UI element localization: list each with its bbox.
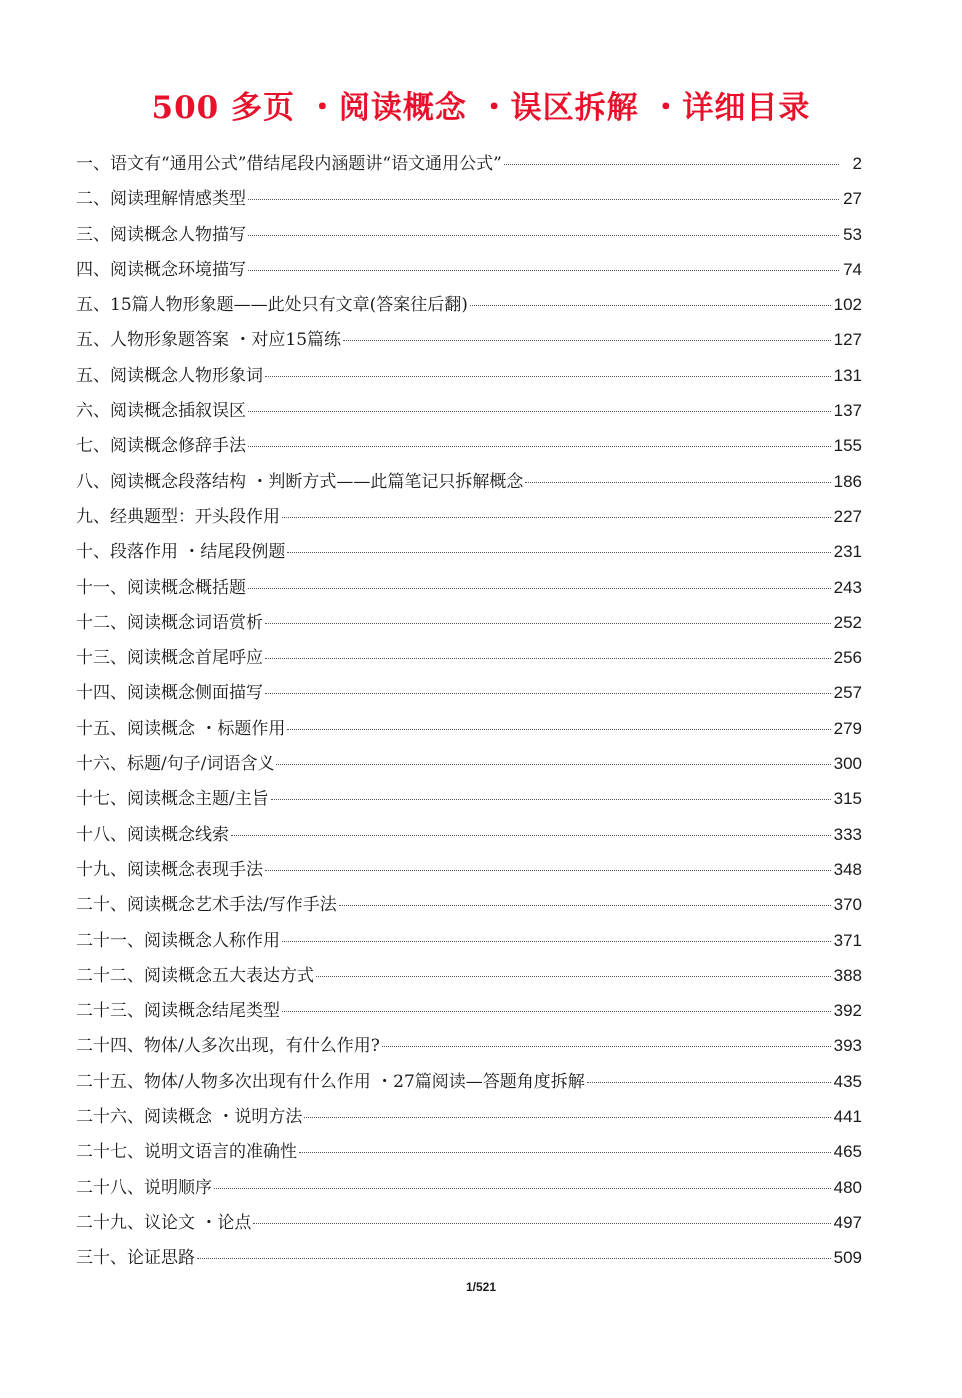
toc-entry[interactable] [76,217,862,252]
toc-entry-page-number: 53 [843,224,862,244]
toc-dot-leader [587,1082,831,1083]
toc-entry-page-number: 279 [833,718,862,738]
toc-entry-page-number: 497 [833,1212,862,1232]
toc-entry-page-number: 252 [833,612,862,632]
toc-entry-label: 八、阅读概念段落结构 ・判断方式——此篇笔记只拆解概念 [76,471,524,492]
toc-entry-label: 十一、阅读概念概括题 [76,577,246,598]
toc-entry-label: 五、15篇人物形象题——此处只有文章(答案往后翻) [76,295,468,316]
toc-entry-page-number: 333 [833,824,862,844]
toc-entry-page-number: 2 [852,154,862,173]
toc-entry-label: 九、经典题型：开头段作用 [76,506,280,527]
toc-entry-page-number: 509 [833,1248,862,1268]
toc-dot-leader [504,164,839,165]
toc-entry-label: 二、阅读理解情感类型 [76,189,246,210]
toc-entry-label: 十九、阅读概念表现手法 [76,859,263,880]
toc-entry[interactable] [76,1170,862,1205]
toc-entry-label: 五、人物形象题答案 ・对应15篇练 [76,330,342,351]
toc-dot-leader [282,517,831,518]
toc-entry-label: 十七、阅读概念主题/主旨 [76,789,269,810]
toc-entry-label: 二十七、说明文语言的准确性 [76,1142,297,1163]
toc-entry-label: 十六、标题/句子/词语含义 [76,754,275,775]
toc-dot-leader [276,764,830,765]
toc-entry-label: 一、语文有“通用公式”借结尾段内涵题讲“语文通用公式” [76,154,502,174]
toc-entry-label: 二十三、阅读概念结尾类型 [76,1001,280,1022]
toc-entry[interactable] [76,1134,862,1169]
toc-dot-leader [525,482,830,483]
toc-entry-label: 十五、阅读概念 ・标题作用 [76,718,286,739]
toc-entry-label: 十二、阅读概念词语赏析 [76,612,263,633]
toc-entry-label: 十四、阅读概念侧面描写 [76,683,263,704]
toc-entry-label: 二十八、说明顺序 [76,1177,212,1198]
toc-entry-page-number: 131 [833,365,862,385]
toc-entry[interactable] [76,534,862,569]
toc-dot-leader [282,941,831,942]
toc-entry[interactable] [76,322,862,357]
toc-entry[interactable] [76,393,862,428]
toc-dot-leader [248,199,839,200]
toc-dot-leader [265,376,831,377]
toc-entry[interactable] [76,146,862,181]
toc-entry[interactable] [76,1205,862,1240]
toc-entry-page-number: 102 [833,295,862,315]
toc-entry-page-number: 137 [833,401,862,421]
toc-dot-leader [253,1223,830,1224]
toc-dot-leader [339,905,831,906]
toc-dot-leader [248,588,831,589]
toc-entry[interactable] [76,181,862,216]
toc-entry-label: 六、阅读概念插叙误区 [76,401,246,422]
toc-dot-leader [287,729,830,730]
toc-entry[interactable] [76,1064,862,1099]
toc-entry-label: 二十一、阅读概念人称作用 [76,930,280,951]
toc-dot-leader [248,235,839,236]
toc-entry-page-number: 348 [833,859,862,879]
toc-entry[interactable] [76,675,862,710]
toc-entry[interactable] [76,993,862,1028]
toc-entry[interactable] [76,287,862,322]
toc-dot-leader [382,1046,831,1047]
toc-dot-leader [231,835,831,836]
toc-entry[interactable] [76,923,862,958]
toc-entry-label: 二十九、议论文 ・论点 [76,1212,252,1233]
toc-entry-page-number: 388 [833,965,862,985]
toc-dot-leader [316,976,831,977]
toc-entry-page-number: 127 [833,330,862,350]
toc-dot-leader [265,658,831,659]
toc-entry-label: 二十二、阅读概念五大表达方式 [76,965,314,986]
toc-entry[interactable] [76,1240,862,1275]
page-number: 1/521 [465,1280,497,1294]
toc-entry[interactable] [76,817,862,852]
toc-entry[interactable] [76,1028,862,1063]
toc-entry[interactable] [76,464,862,499]
toc-entry-page-number: 393 [833,1036,862,1056]
toc-entry[interactable] [76,1099,862,1134]
toc-entry-page-number: 370 [833,895,862,915]
toc-dot-leader [248,411,831,412]
document-title: 500 多页 ・阅读概念 ・误区拆解 ・详细目录 [151,90,811,126]
toc-dot-leader [265,623,831,624]
toc-entry-page-number: 186 [833,471,862,491]
toc-entry-page-number: 155 [833,436,862,456]
toc-entry-label: 十八、阅读概念线索 [76,824,229,845]
toc-dot-leader [299,1152,831,1153]
toc-entry[interactable] [76,958,862,993]
toc-entry[interactable] [76,499,862,534]
toc-dot-leader [287,552,830,553]
toc-entry-label: 七、阅读概念修辞手法 [76,436,246,457]
toc-entry[interactable] [76,358,862,393]
toc-entry-page-number: 315 [833,789,862,809]
toc-entry[interactable] [76,570,862,605]
toc-entry-label: 五、阅读概念人物形象词 [76,365,263,386]
toc-entry-label: 二十六、阅读概念 ・说明方法 [76,1107,303,1128]
toc-entry-page-number: 480 [833,1177,862,1197]
toc-dot-leader [197,1258,831,1259]
toc-entry-label: 四、阅读概念环境描写 [76,259,246,280]
toc-entry[interactable] [76,605,862,640]
toc-entry[interactable] [76,640,862,675]
toc-entry[interactable] [76,852,862,887]
toc-entry[interactable] [76,746,862,781]
toc-entry-page-number: 231 [833,542,862,562]
toc-dot-leader [271,799,831,800]
toc-entry-page-number: 27 [843,189,862,209]
toc-entry-label: 二十四、物体/人多次出现，有什么作用? [76,1036,380,1057]
toc-entry[interactable] [76,428,862,463]
toc-entry[interactable] [76,711,862,746]
toc-entry-page-number: 256 [833,648,862,668]
toc-entry-page-number: 227 [833,506,862,526]
toc-dot-leader [265,693,831,694]
toc-entry-page-number: 74 [843,259,862,279]
toc-entry[interactable] [76,887,862,922]
toc-entry-page-number: 257 [833,683,862,703]
toc-dot-leader [304,1117,830,1118]
toc-dot-leader [265,870,831,871]
toc-entry-page-number: 435 [833,1071,862,1091]
toc-entry-page-number: 465 [833,1142,862,1162]
toc-entry-page-number: 371 [833,930,862,950]
toc-dot-leader [214,1188,831,1189]
toc-entry-page-number: 300 [833,754,862,774]
toc-dot-leader [248,446,831,447]
toc-entry-page-number: 392 [833,1001,862,1021]
toc-entry-label: 十、段落作用 ・结尾段例题 [76,542,286,563]
toc-entry[interactable] [76,252,862,287]
toc-entry[interactable] [76,781,862,816]
toc-entry-label: 二十、阅读概念艺术手法/写作手法 [76,895,337,916]
toc-entry-page-number: 441 [833,1107,862,1127]
table-of-contents [76,146,862,1276]
toc-dot-leader [248,270,839,271]
toc-entry-label: 二十五、物体/人物多次出现有什么作用 ・27篇阅读—答题角度拆解 [76,1071,585,1092]
toc-dot-leader [470,305,831,306]
toc-entry-label: 三十、论证思路 [76,1248,195,1269]
toc-entry-label: 十三、阅读概念首尾呼应 [76,648,263,669]
toc-dot-leader [282,1011,831,1012]
toc-entry-page-number: 243 [833,577,862,597]
toc-entry-label: 三、阅读概念人物描写 [76,224,246,245]
toc-dot-leader [343,340,831,341]
